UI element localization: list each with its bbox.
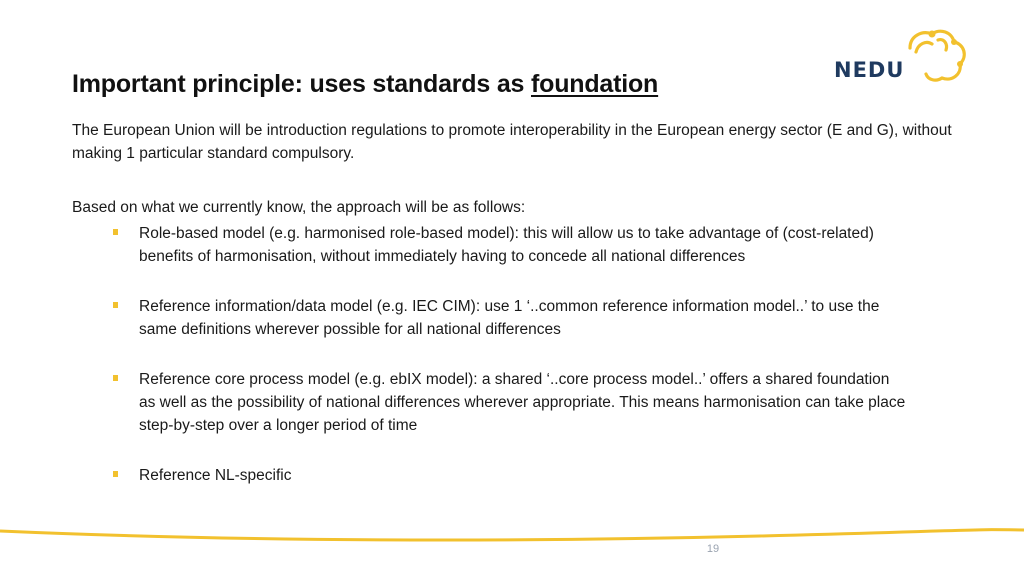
approach-intro: Based on what we currently know, the approach will be as follows: bbox=[72, 199, 526, 216]
list-item bbox=[110, 222, 910, 268]
square-bullet-icon bbox=[113, 375, 118, 381]
list-item bbox=[110, 368, 910, 437]
logo-wordmark: NEDU bbox=[834, 58, 905, 82]
approach-list bbox=[110, 222, 910, 514]
square-bullet-icon bbox=[113, 471, 118, 477]
page-number: 19 bbox=[706, 543, 720, 555]
nedu-logo bbox=[832, 26, 972, 86]
list-item-text: Reference NL-specific bbox=[139, 467, 292, 484]
square-bullet-icon bbox=[113, 229, 118, 235]
square-bullet-icon bbox=[113, 302, 118, 308]
footer-divider bbox=[0, 520, 1024, 544]
list-item-text: Role-based model (e.g. harmonised role-based model): this will allow us to take advantage of (cost-related) benefits of harmonisation, without immediately having to concede all national differences bbox=[139, 225, 874, 265]
list-item bbox=[110, 464, 910, 487]
list-item-text: Reference information/data model (e.g. IEC CIM): use 1 ‘..common reference information model..’ to use the same definitions wherever possible for all national differences bbox=[139, 298, 880, 338]
slide-title-text: Important principle: uses standards as bbox=[72, 70, 531, 98]
slide-title-emphasis: foundation bbox=[531, 70, 659, 98]
list-item-text: Reference core process model (e.g. ebIX model): a shared ‘..core process model..’ offers a shared foundation as well as the possibility of national differences wherever appropriate. This means harmonisation can take place step-by-step over a longer period of time bbox=[139, 371, 906, 434]
nedu-swirl-icon bbox=[902, 26, 972, 84]
slide-title bbox=[72, 70, 658, 99]
list-item bbox=[110, 295, 910, 341]
intro-paragraph: The European Union will be introduction regulations to promote interoperability in the European energy sector (E and G), without making 1 particular standard compulsory. bbox=[72, 122, 952, 162]
